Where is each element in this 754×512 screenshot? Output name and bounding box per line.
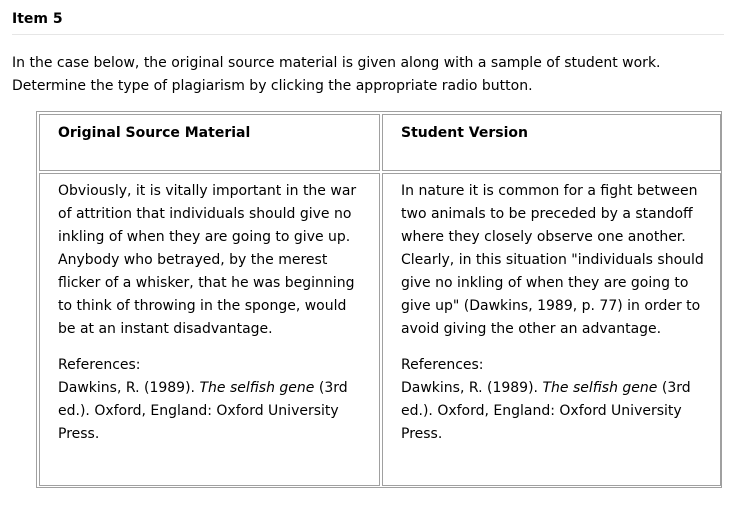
student-ref-author: Dawkins, R. (1989). [401, 380, 543, 396]
original-ref-author: Dawkins, R. (1989). [58, 380, 200, 396]
student-version-cell [382, 173, 721, 486]
original-reference-citation [58, 377, 363, 446]
instructions-line-1: In the case below, the original source material is given along with a sample of student work. [12, 55, 661, 71]
instructions-line-2: Determine the type of plagiarism by clicking the appropriate radio button. [12, 78, 533, 94]
original-passage: Obviously, it is vitally important in the war of attrition that individuals should give no inkling of when they are going to give up. Anybody who betrayed, by the merest flicker of a whisker, that he was beginning to think of throwing in the sponge, would be at an instant disadvantage. [58, 183, 357, 337]
student-reference-citation [401, 377, 704, 446]
original-ref-rest: (3rd ed.). Oxford, England: Oxford University Press. [58, 380, 348, 442]
original-ref-title: The selfish gene [199, 380, 315, 396]
original-source-cell [39, 173, 380, 486]
item-heading: Item 5 [12, 11, 63, 27]
student-ref-rest: (3rd ed.). Oxford, England: Oxford University Press. [401, 380, 691, 442]
header-student-version: Student Version [382, 114, 721, 171]
heading-divider [12, 34, 724, 35]
student-passage: In nature it is common for a fight between two animals to be preceded by a standoff where they closely observe one another. Clearly, in this situation "individuals should give no inkling of when they are going to give up" (Dawkins, 1989, p. 77) in order to avoid giving the other an advantage. [401, 183, 704, 337]
comparison-table [36, 111, 722, 488]
instructions [12, 52, 742, 98]
student-ref-title: The selfish gene [542, 380, 658, 396]
header-original-source: Original Source Material [39, 114, 380, 171]
student-references-label: References: [401, 357, 484, 373]
original-references-label: References: [58, 357, 141, 373]
